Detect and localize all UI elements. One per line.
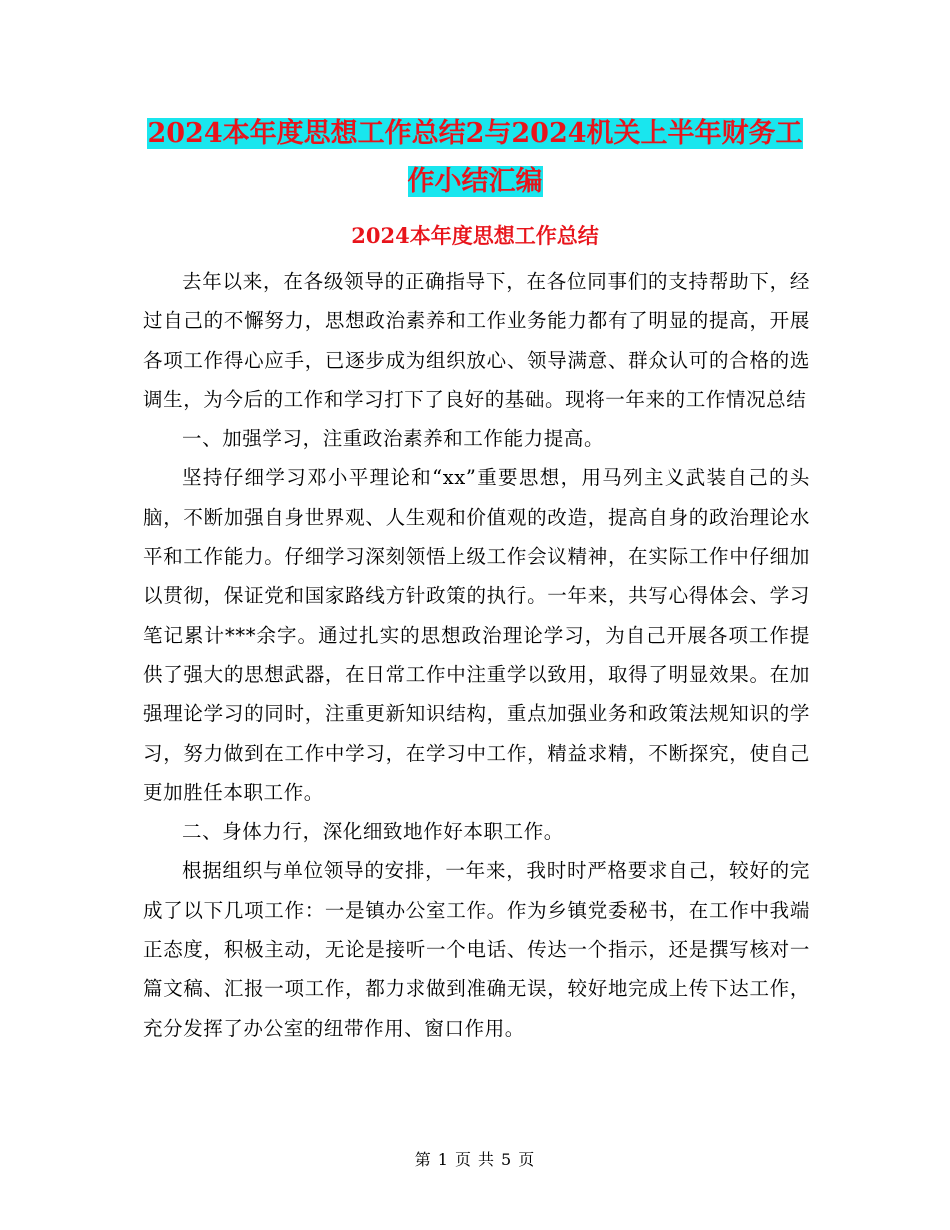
document-title xyxy=(140,110,810,206)
footer-prefix: 第 xyxy=(414,1150,432,1169)
document-title-line2: 作小结汇编 xyxy=(407,166,543,197)
heading-section-1: 一、加强学习，注重政治素养和工作能力提高。 xyxy=(182,427,605,451)
footer-suffix: 页 xyxy=(518,1150,536,1169)
paragraph-intro: 去年以来，在各级领导的正确指导下，在各位同事们的支持帮助下，经过自己的不懈努力，思想政治素养和工作业务能力都有了明显的提高，开展各项工作得心应手，已逐步成为组织放心、领导满意、群众认可的合格的选调生，为今后的工作和学习打下了良好的基础。现将一年来的工作情况总结 xyxy=(143,270,810,411)
footer-total-pages: 5 xyxy=(501,1150,513,1169)
heading-section-2: 二、身体力行，深化细致地作好本职工作。 xyxy=(182,820,564,844)
footer-current-page: 1 xyxy=(437,1150,449,1169)
section-title: 2024本年度思想工作总结 xyxy=(351,223,599,248)
document-title-line1: 2024本年度思想工作总结2与2024机关上半年财务工 xyxy=(147,118,803,149)
page-footer xyxy=(0,1148,950,1172)
footer-page-word: 页 xyxy=(454,1150,472,1169)
paragraph-work: 根据组织与单位领导的安排，一年来，我时时严格要求自己，较好的完成了以下几项工作：一是镇办公室工作。作为乡镇党委秘书，在工作中我端正态度，积极主动，无论是接听一个电话、传达一个指示，还是撰写核对一篇文稿、汇报一项工作，都力求做到准确无误，较好地完成上传下达工作，充分发挥了办公室的纽带作用、窗口作用。 xyxy=(143,859,810,1040)
paragraph-study: 坚持仔细学习邓小平理论和“xx”重要思想，用马列主义武装自己的头脑，不断加强自身世界观、人生观和价值观的改造，提高自身的政治理论水平和工作能力。仔细学习深刻领悟上级工作会议精神，在实际工作中仔细加以贯彻，保证党和国家路线方针政策的执行。一年来，共写心得体会、学习笔记累计***余字。通过扎实的思想政治理论学习，为自己开展各项工作提供了强大的思想武器，在日常工作中注重学以致用，取得了明显效果。在加强理论学习的同时，注重更新知识结构，重点加强业务和政策法规知识的学习，努力做到在工作中学习，在学习中工作，精益求精，不断探究，使自己更加胜任本职工作。 xyxy=(143,466,810,804)
document-body xyxy=(143,262,810,1048)
footer-total-word: 共 xyxy=(478,1150,496,1169)
